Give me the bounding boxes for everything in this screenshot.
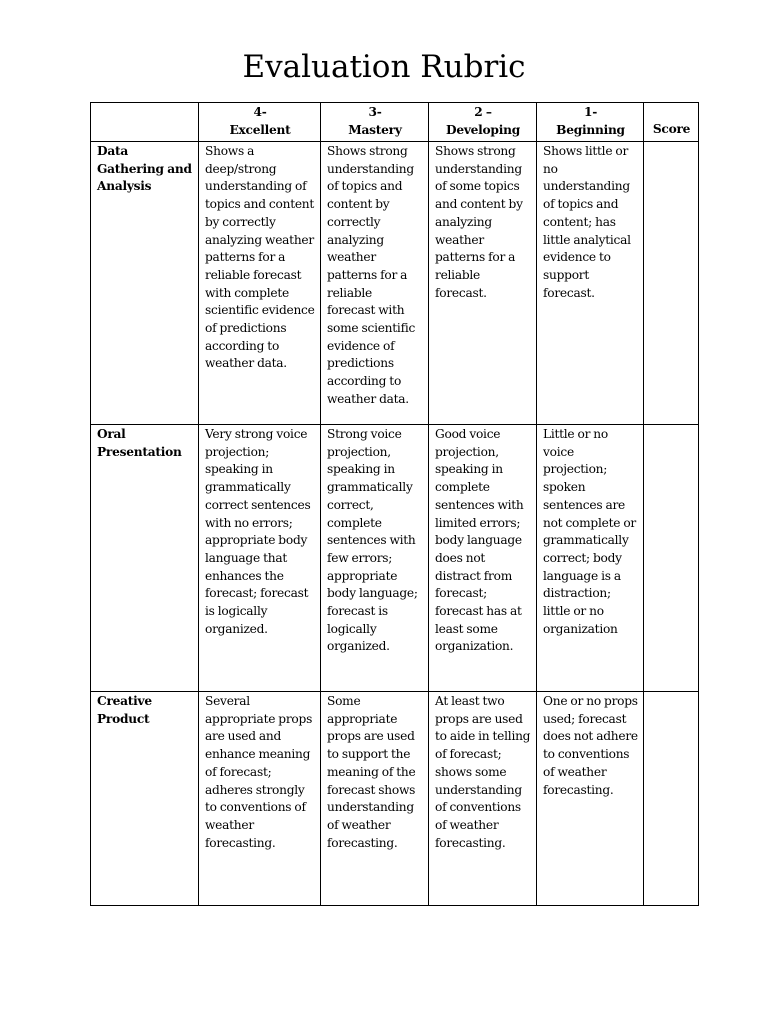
rubric-cell-developing: Good voice projection, speaking in complete sentences with limited errors; body language does not distract from forecast; forecast has at least some organization. [429,425,537,692]
criterion-cell: Creative Product [91,692,199,906]
header-level-beginning [537,103,644,142]
rubric-cell-mastery: Shows strong understanding of topics and content by correctly analyzing weather patterns for a reliable forecast with some scientific evidence of predictions according to weather data. [321,142,429,425]
page-title: Evaluation Rubric [242,49,526,85]
level-number: 3- [368,105,382,119]
table-row [91,425,699,692]
header-level-developing [429,103,537,142]
rubric-cell-developing: At least two props are used to aide in telling of forecast; shows some understanding of conventions of weather forecasting. [429,692,537,906]
rubric-cell-beginning: Little or no voice projection; spoken sentences are not complete or grammatically correct; body language is a distraction; little or no organization [537,425,644,692]
level-label: Excellent [229,122,291,137]
rubric-table [90,102,699,906]
criterion-cell: Data Gathering and Analysis [91,142,199,425]
rubric-cell-mastery: Some appropriate props are used to support the meaning of the forecast shows understanding of weather forecasting. [321,692,429,906]
header-row [91,103,699,142]
rubric-cell-mastery: Strong voice projection, speaking in grammatically correct, complete sentences with few errors; appropriate body language; forecast is logically organized. [321,425,429,692]
criterion-cell: Oral Presentation [91,425,199,692]
level-label: Developing [446,122,520,137]
level-number: 1- [583,105,598,119]
rubric-cell-excellent: Shows a deep/strong understanding of topics and content by correctly analyzing weather patterns for a reliable forecast with complete scientific evidence of predictions according to weather data. [199,142,321,425]
table-row [91,142,699,425]
rubric-cell-excellent: Very strong voice projection; speaking in grammatically correct sentences with no errors; appropriate body language that enhances the forecast; forecast is logically organized. [199,425,321,692]
header-level-excellent [199,103,321,142]
level-number: 2 – [474,105,492,119]
header-score: Score [644,103,699,142]
rubric-cell-developing: Shows strong understanding of some topics and content by analyzing weather patterns for a reliable forecast. [429,142,537,425]
table-row [91,692,699,906]
score-cell [644,692,699,906]
rubric-cell-beginning: Shows little or no understanding of topics and content; has little analytical evidence to support forecast. [537,142,644,425]
score-cell [644,142,699,425]
level-number: 4- [253,105,267,119]
level-label: Beginning [556,122,625,137]
rubric-cell-excellent: Several appropriate props are used and enhance meaning of forecast; adheres strongly to conventions of weather forecasting. [199,692,321,906]
header-level-mastery [321,103,429,142]
header-criteria-cell [91,103,199,142]
rubric-cell-beginning: One or no props used; forecast does not adhere to conventions of weather forecasting. [537,692,644,906]
score-cell [644,425,699,692]
level-label: Mastery [348,122,402,137]
